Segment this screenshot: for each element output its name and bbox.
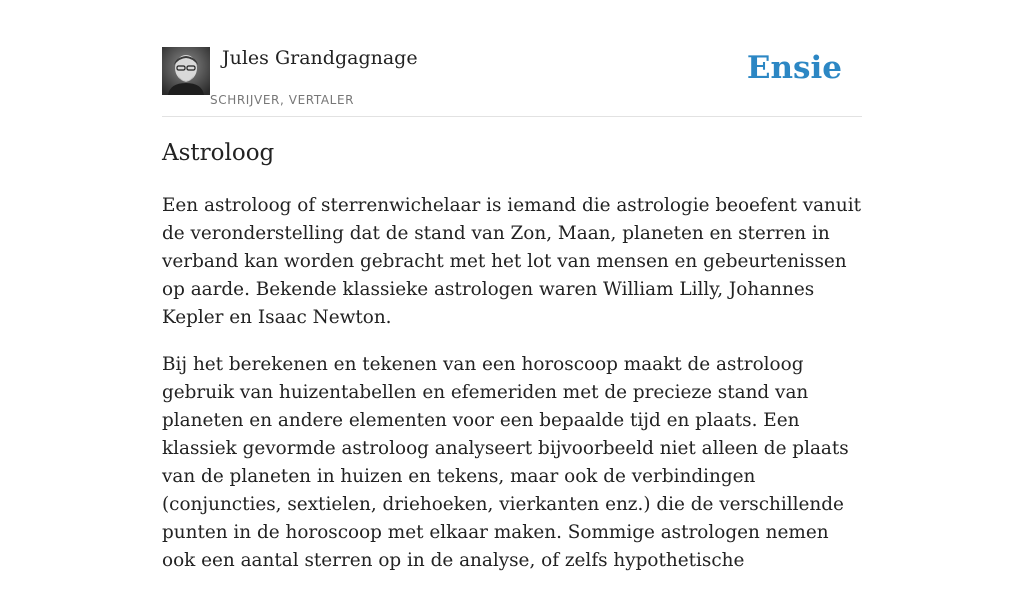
paragraph: Bij het berekenen en tekenen van een horoscoop maakt de astroloog gebruik van huizentabellen en efemeriden met de precieze stand van planeten en andere elementen voor een bepaalde tijd en plaats. Een klassiek gevormde astroloog analyseert bijvoorbeeld niet alleen de plaats van de planeten in huizen en tekens, maar ook de verbindingen (conjuncties, sextielen, driehoeken, vierkanten enz.) die de verschillende punten in de horoscoop met elkaar maken. Sommige astrologen nemen ook een aantal sterren op in de analyse, of zelfs hypothetische	[162, 354, 849, 571]
article-title: Astroloog	[162, 140, 275, 166]
avatar[interactable]	[162, 47, 210, 95]
author-role: SCHRIJVER, VERTALER	[210, 93, 355, 107]
author-header	[162, 40, 862, 117]
author-name[interactable]: Jules Grandgagnage	[222, 47, 418, 69]
article-body	[162, 192, 862, 594]
brand-logo[interactable]: Ensie	[746, 50, 842, 86]
paragraph: Een astroloog of sterrenwichelaar is iemand die astrologie beoefent vanuit de veronderstelling dat de stand van Zon, Maan, planeten en sterren in verband kan worden gebracht met het lot van mensen en gebeurtenissen op aarde. Bekende klassieke astrologen waren William Lilly, Johannes Kepler en Isaac Newton.	[162, 195, 862, 328]
